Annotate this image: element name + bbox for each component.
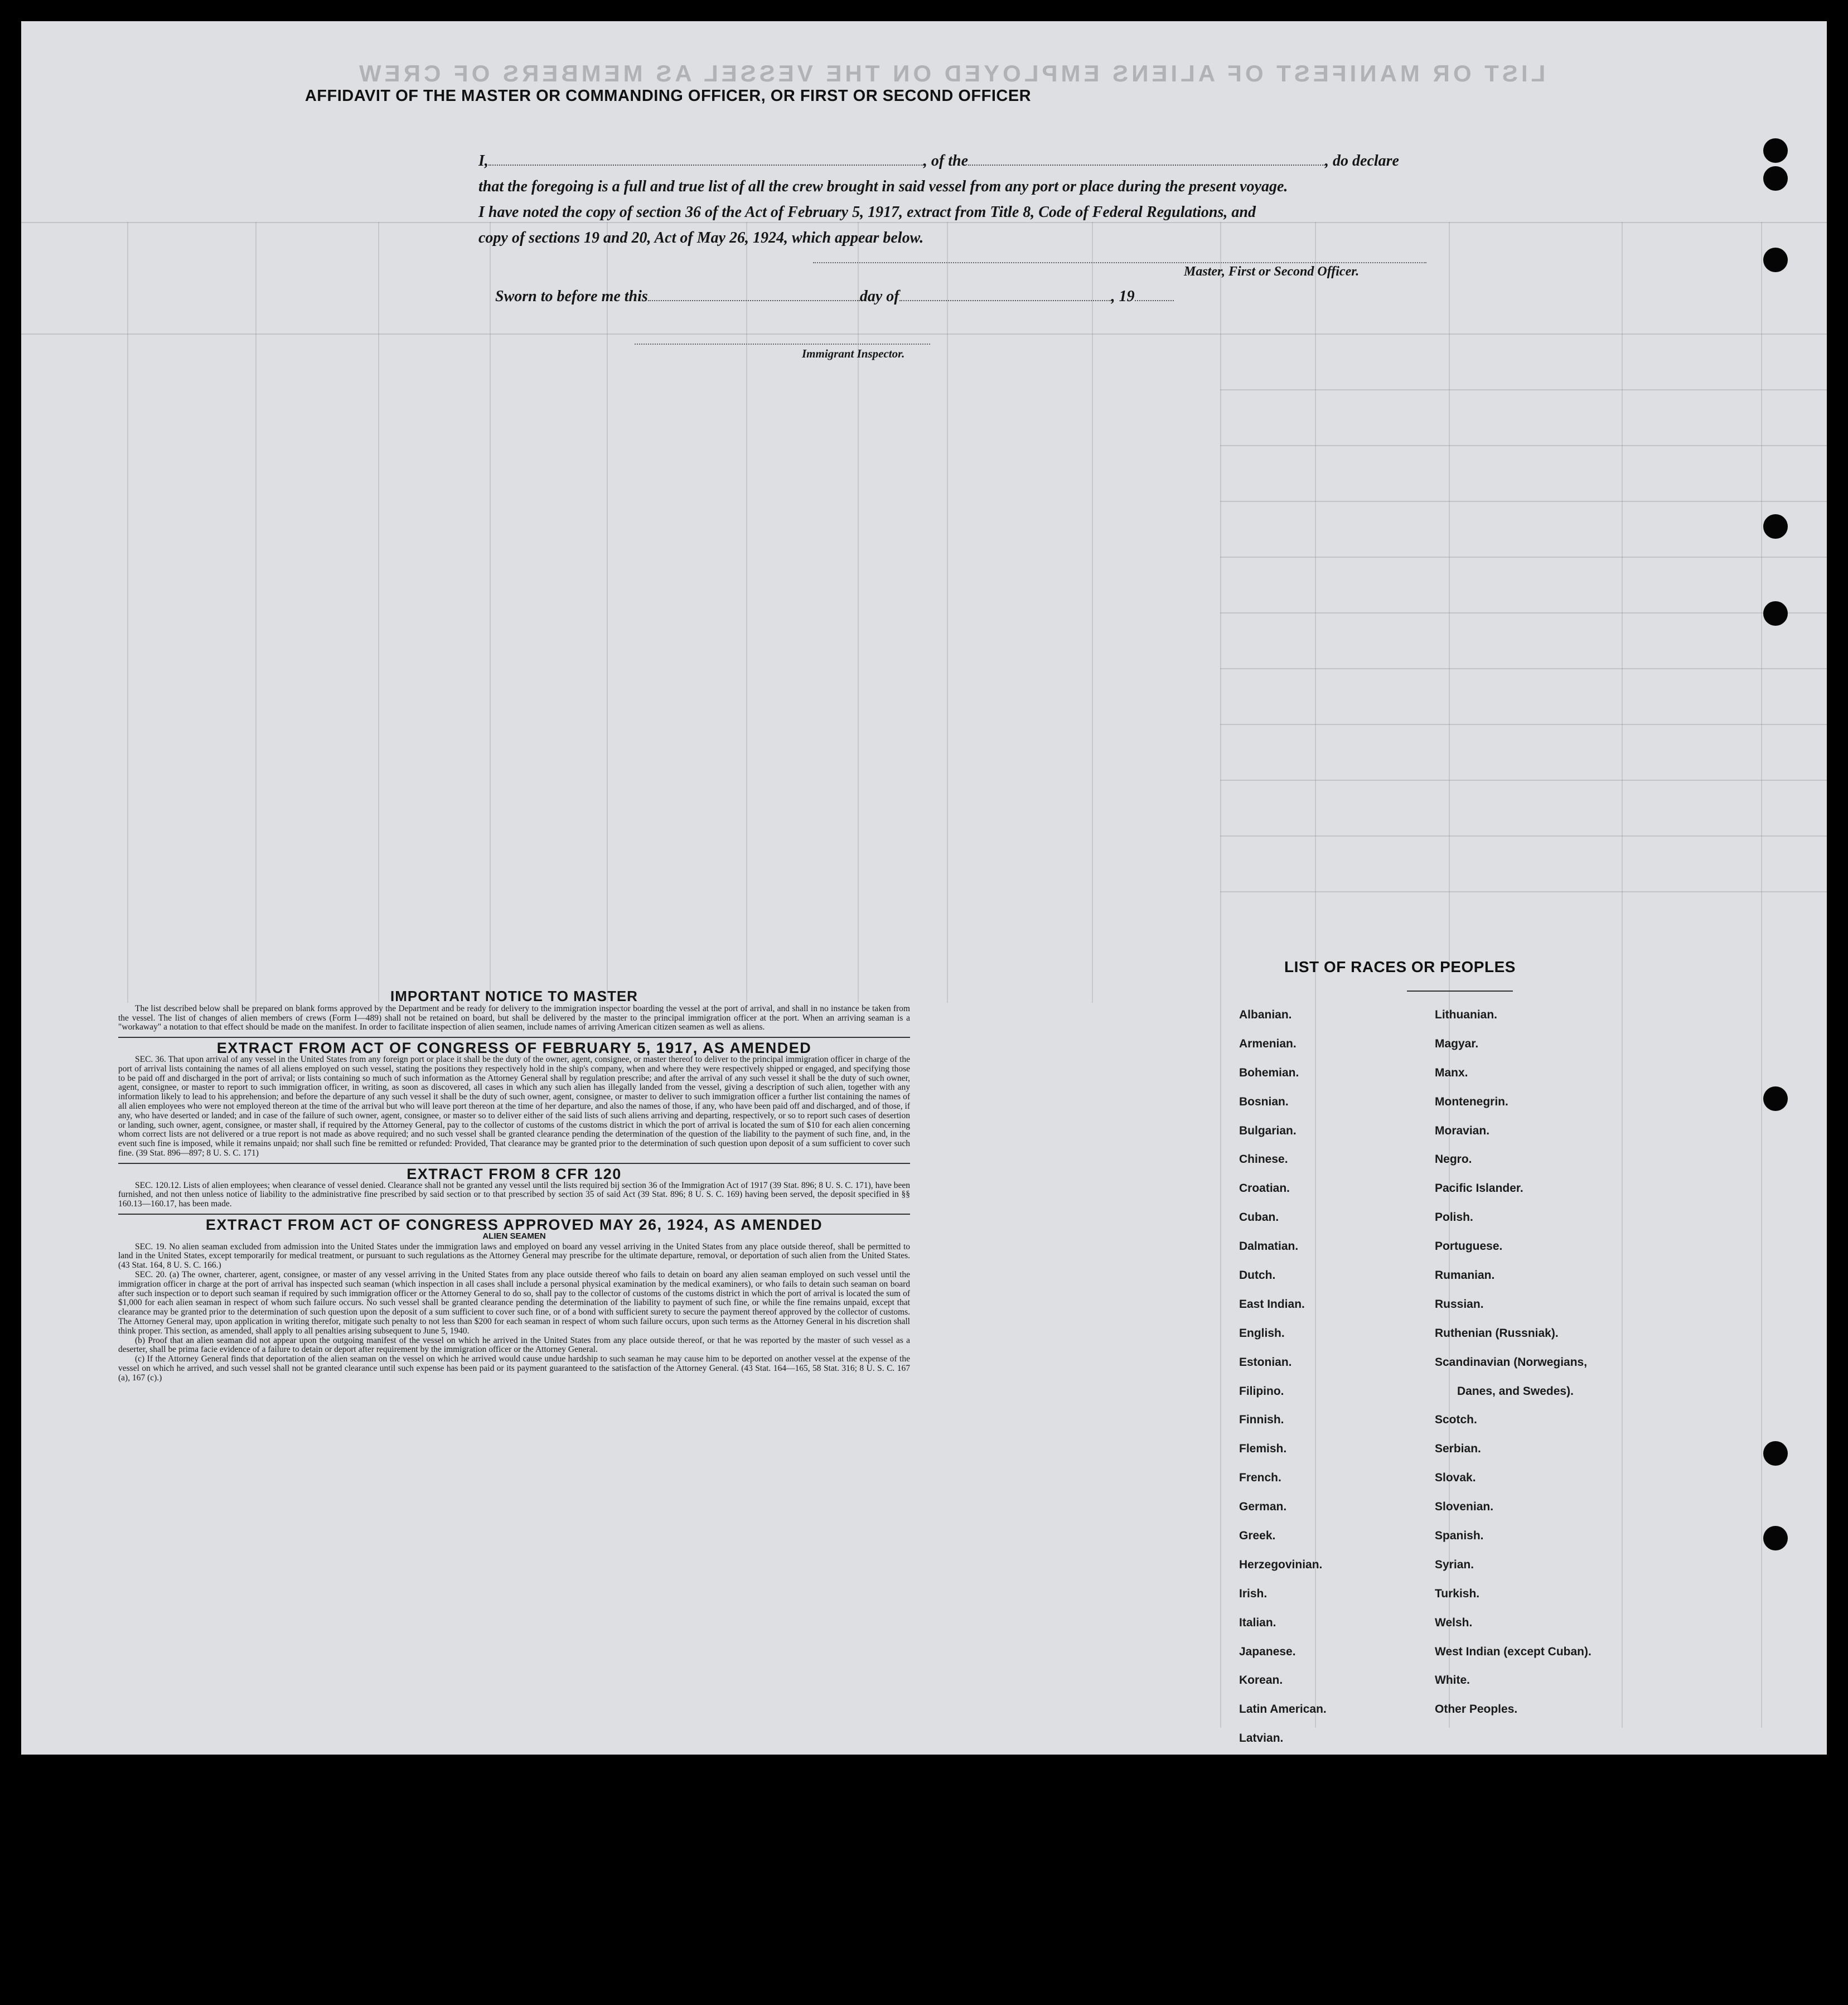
master-signature-line[interactable] — [813, 262, 1426, 263]
race-item: Manx. — [1435, 1066, 1468, 1079]
affidavit-title: AFFIDAVIT OF THE MASTER OR COMMANDING OFFICER, OR FIRST OR SECOND OFFICER — [304, 87, 1032, 105]
race-item: Turkish. — [1435, 1587, 1480, 1600]
race-item: Montenegrin. — [1435, 1095, 1508, 1108]
binder-hole — [1763, 248, 1788, 272]
extract-1917-text: SEC. 36. That upon arrival of any vessel in the United States from any foreign port or place it shall be the duty of the owner, agent, consignee, or master thereof to deliver to the principal immigration officer in charge of the port of arrival lists containing the names of all aliens employed on such vessel, stating the positions they respectively hold in the ship's company, when and where they were respectively shipped or engaged, and specifying those to be paid off and discharged in the port of arrival; or lists containing so much of such information as the Attorney General shall by regulation prescribe; and after the arrival of any such vessel it shall be the duty of such owner, agent, consignee, or master to report to such immigration officer, in writing, as soon as discovered, all cases in which any such alien has illegally landed from the vessel, giving a description of such alien, together with any information likely to lead to his apprehension; and before the departure of any such vessel it shall be the duty of such owner, agent, consignee, or master to deliver to such immigration officer a further list containing the names of all alien employees who were not employed thereon at the time of the arrival but who will leave port thereon at the time of her departure, and also the names of those, if any, who have been paid off and discharged, and of those, if any, who have deserted or landed; and in case of the failure of such owner, agent, consignee, or master so to deliver either of the said lists of such aliens arriving and departing, respectively, or so to report such cases of desertion or landing, such owner, agent, consignee, or master shall, if required by the Attorney General, pay to the collector of customs of the customs district in which the port of arrival is located the sum of $10 for each alien concerning whom correct lists are not delivered or a true report is not made as above required; and no such vessel shall be granted clearance pending the determination of the question of the liability to the payment of such fine, and, in the event such fine is imposed, while it remains unpaid; nor shall such fine be remitted or refunded: Provided, That clearance may be granted prior to the determination of such question upon deposit of a sum sufficient to cover such fine. (39 Stat. 896—897; 8 U. S. C. 171) — [118, 1054, 910, 1158]
sworn-year-blank[interactable] — [1135, 288, 1174, 301]
race-item: Bulgarian. — [1239, 1124, 1296, 1137]
race-item: White. — [1435, 1674, 1470, 1687]
race-item: Lithuanian. — [1435, 1008, 1497, 1021]
race-item: Finnish. — [1239, 1413, 1284, 1427]
extract-1924-sec20a: SEC. 20. (a) The owner, charterer, agent, consignee, or master of any vessel arriving in the United States from any place outside thereof who fails to detain on board any alien seaman employed on such vessel until the immigration officer in charge at the port of arrival has inspected such seaman (which inspection in all cases shall include a personal physical examination by the medical examiners), or who fails to detain such seaman on board after such inspection or to deport such seaman if required by such immigration officer or the Attorney General to do so, shall pay to the collector of customs of the customs district in which the port of arrival is located the sum of $1,000 for each alien seaman in respect of whom such failure occurs. No such vessel shall be granted clearance pending the determination of the liability to payment of such fine, or while the fine remains unpaid, except that clearance may be granted prior to the determination of such question upon the deposit of a sum sufficient to cover such fine, or of a bond with sufficient surety to secure the payment thereof approved by the collector of customs. The Attorney General may, upon application in writing therefor, mitigate such penalty to not less than $200 for each seaman in respect of whom such failure occurs, upon such terms as the Attorney General in his discretion shall think proper. This section, as amended, shall apply to all penalties arising subsequent to June 5, 1940. — [118, 1269, 910, 1336]
race-item: Serbian. — [1435, 1442, 1481, 1456]
race-item: East Indian. — [1239, 1297, 1305, 1311]
officer-name-blank[interactable] — [488, 152, 923, 166]
sworn-day-of-label: day of — [859, 288, 899, 305]
race-item: Polish. — [1435, 1211, 1473, 1224]
race-item: Korean. — [1239, 1674, 1283, 1687]
vessel-name-blank[interactable] — [968, 152, 1325, 166]
binder-hole — [1763, 138, 1788, 163]
sworn-year-label: , 19 — [1111, 288, 1135, 305]
affidavit-line-3: I have noted the copy of section 36 of the Act of February 5, 1917, extract from Title 8, Code of Federal Regulations, and — [478, 204, 1256, 221]
races-right-column — [1435, 1008, 1591, 1732]
race-item: Croatian. — [1239, 1182, 1290, 1195]
race-item: Albanian. — [1239, 1008, 1292, 1021]
race-item: Herzegovinian. — [1239, 1558, 1323, 1571]
extract-1924-sec20b: (b) Proof that an alien seaman did not appear upon the outgoing manifest of the vessel on which he arrived in the United States from any place outside thereof, or that he was reported by the master of such vessel as a deserter, shall be prima facie evidence of a failure to detain or deport after requirement by the immigration officer or the Attorney General. — [118, 1335, 910, 1355]
extract-1924-sec19: SEC. 19. No alien seaman excluded from admission into the United States under the immigration laws and employed on board any vessel arriving in the United States from any place outside thereof, shall be permitted to land in the United States, except temporarily for medical treatment, or pursuant to such regulations as the Attorney General may prescribe for the ultimate departure, removal, or deportation of such alien from the United States. (43 Stat. 164, 8 U. S. C. 166.) — [118, 1241, 910, 1270]
race-item: Greek. — [1239, 1529, 1276, 1543]
master-signature-label: Master, First or Second Officer. — [1184, 264, 1360, 279]
race-item: Ruthenian (Russniak). — [1435, 1326, 1559, 1340]
race-item: Armenian. — [1239, 1037, 1296, 1050]
binder-hole — [1763, 514, 1788, 539]
affidavit-of-the-label: , of the — [923, 152, 969, 170]
race-item: Dutch. — [1239, 1269, 1276, 1282]
race-item: Latin American. — [1239, 1703, 1327, 1716]
race-item: Danes, and Swedes). — [1457, 1384, 1574, 1398]
race-item: French. — [1239, 1471, 1281, 1485]
affidavit-i-label: I, — [478, 152, 488, 170]
race-item: Filipino. — [1239, 1384, 1284, 1398]
divider — [118, 1037, 910, 1038]
race-item: Scotch. — [1435, 1413, 1477, 1427]
race-item: German. — [1239, 1500, 1287, 1514]
binder-hole — [1763, 1526, 1788, 1550]
divider — [118, 1214, 910, 1215]
race-item: Dalmatian. — [1239, 1240, 1299, 1253]
binder-hole — [1763, 166, 1788, 191]
race-item: Slovak. — [1435, 1471, 1476, 1485]
race-item: Japanese. — [1239, 1645, 1296, 1658]
races-title: LIST OF RACES OR PEOPLES — [1284, 958, 1516, 975]
race-item: Syrian. — [1435, 1558, 1474, 1571]
extract-1924-subtitle: ALIEN SEAMEN — [482, 1231, 546, 1241]
notice-title: IMPORTANT NOTICE TO MASTER — [390, 988, 638, 1004]
legal-notice-block — [118, 986, 910, 1383]
races-left-column — [1239, 1008, 1327, 1755]
sworn-day-blank[interactable] — [648, 288, 860, 301]
race-item: Welsh. — [1435, 1616, 1473, 1629]
race-item: Moravian. — [1435, 1124, 1490, 1137]
race-item: English. — [1239, 1326, 1285, 1340]
inspector-signature-label: Immigrant Inspector. — [802, 347, 905, 360]
sworn-line — [495, 288, 1174, 306]
divider — [1407, 991, 1513, 992]
race-item: Portuguese. — [1435, 1240, 1503, 1253]
race-item: Bosnian. — [1239, 1095, 1289, 1108]
race-item: Magyar. — [1435, 1037, 1479, 1050]
affidavit-declare-label: , do declare — [1325, 152, 1399, 170]
race-item: Latvian. — [1239, 1732, 1284, 1745]
extract-8cfr-text: SEC. 120.12. Lists of alien employees; when clearance of vessel denied. Clearance shall not be granted any vessel until the lists required bij section 36 of the Immigration Act of 1917 (39 Stat. 896; 8 U. S. C. 171), have been furnished, and not then unless notice of liability to the administrative fine prescribed by said section or to that prescribed by section 35 of said Act (39 Stat. 896; 8 U. S. C. 169) having been served, the deposit specified in §§ 160.13—160.17, has been made. — [118, 1180, 910, 1209]
race-item: Other Peoples. — [1435, 1703, 1518, 1716]
race-item: West Indian (except Cuban). — [1435, 1645, 1591, 1658]
race-item: Pacific Islander. — [1435, 1182, 1523, 1195]
race-item: Flemish. — [1239, 1442, 1287, 1456]
affidavit-line-2: that the foregoing is a full and true list of all the crew brought in said vessel from any port or place during the present voyage. — [478, 178, 1288, 195]
extract-8cfr-title: EXTRACT FROM 8 CFR 120 — [407, 1165, 622, 1182]
manifest-page-reverse — [21, 21, 1827, 1755]
sworn-label: Sworn to before me this — [495, 288, 648, 305]
inspector-signature-line[interactable] — [635, 344, 930, 345]
race-item: Slovenian. — [1435, 1500, 1494, 1514]
binder-hole — [1763, 601, 1788, 626]
races-list — [1215, 958, 1638, 1745]
extract-1917-title: EXTRACT FROM ACT OF CONGRESS OF FEBRUARY 5, 1917, AS AMENDED — [216, 1040, 812, 1057]
bleed-through-background: LIST OR MANIFEST OF ALIENS EMPLOYED ON THE VESSEL AS MEMBERS OF CREW — [21, 21, 1827, 1755]
race-item: Scandinavian (Norwegians, — [1435, 1355, 1588, 1369]
race-item: Chinese. — [1239, 1153, 1288, 1166]
race-item: Italian. — [1239, 1616, 1276, 1629]
affidavit-line-4: copy of sections 19 and 20, Act of May 26, 1924, which appear below. — [478, 229, 924, 247]
extract-1924-sec20c: (c) If the Attorney General finds that deportation of the alien seaman on the vessel on which he arrived would cause undue hardship to such seaman he may cause him to be deported on another vessel at the expense of the vessel on which he arrived, and such vessel shall not be granted clearance until such expense has been paid or its payment guaranteed to the satisfaction of the Attorney General. (43 Stat. 164—165, 58 Stat. 316; 8 U. S. C. 167 (a), 167 (c).) — [118, 1354, 910, 1383]
race-item: Rumanian. — [1435, 1269, 1495, 1282]
divider — [118, 1163, 910, 1164]
sworn-month-blank[interactable] — [899, 288, 1111, 301]
race-item: Bohemian. — [1239, 1066, 1299, 1079]
race-item: Negro. — [1435, 1153, 1472, 1166]
binder-hole — [1763, 1441, 1788, 1466]
extract-1924-title: EXTRACT FROM ACT OF CONGRESS APPROVED MAY 26, 1924, AS AMENDED — [205, 1216, 823, 1233]
race-item: Irish. — [1239, 1587, 1268, 1600]
race-item: Spanish. — [1435, 1529, 1484, 1543]
affidavit-declaration — [478, 148, 1438, 251]
race-item: Russian. — [1435, 1297, 1484, 1311]
notice-text: The list described below shall be prepared on blank forms approved by the Department and be ready for delivery to the immigration inspector boarding the vessel at the port of arrival, and shall in no instance be taken from the vessel. The list of changes of alien members of crews (Form I—489) shall not be retained on board, but shall be delivered by the master to the principal immigration officer at the port. When an arriving seaman is a "workaway" a notation to that effect should be made on the manifest. In order to facilitate inspection of alien seamen, include names of arriving American citizen seamen as well as aliens. — [118, 1003, 910, 1032]
binder-hole — [1763, 1086, 1788, 1111]
race-item: Estonian. — [1239, 1355, 1292, 1369]
affidavit-block — [21, 87, 1315, 105]
race-item: Cuban. — [1239, 1211, 1279, 1224]
